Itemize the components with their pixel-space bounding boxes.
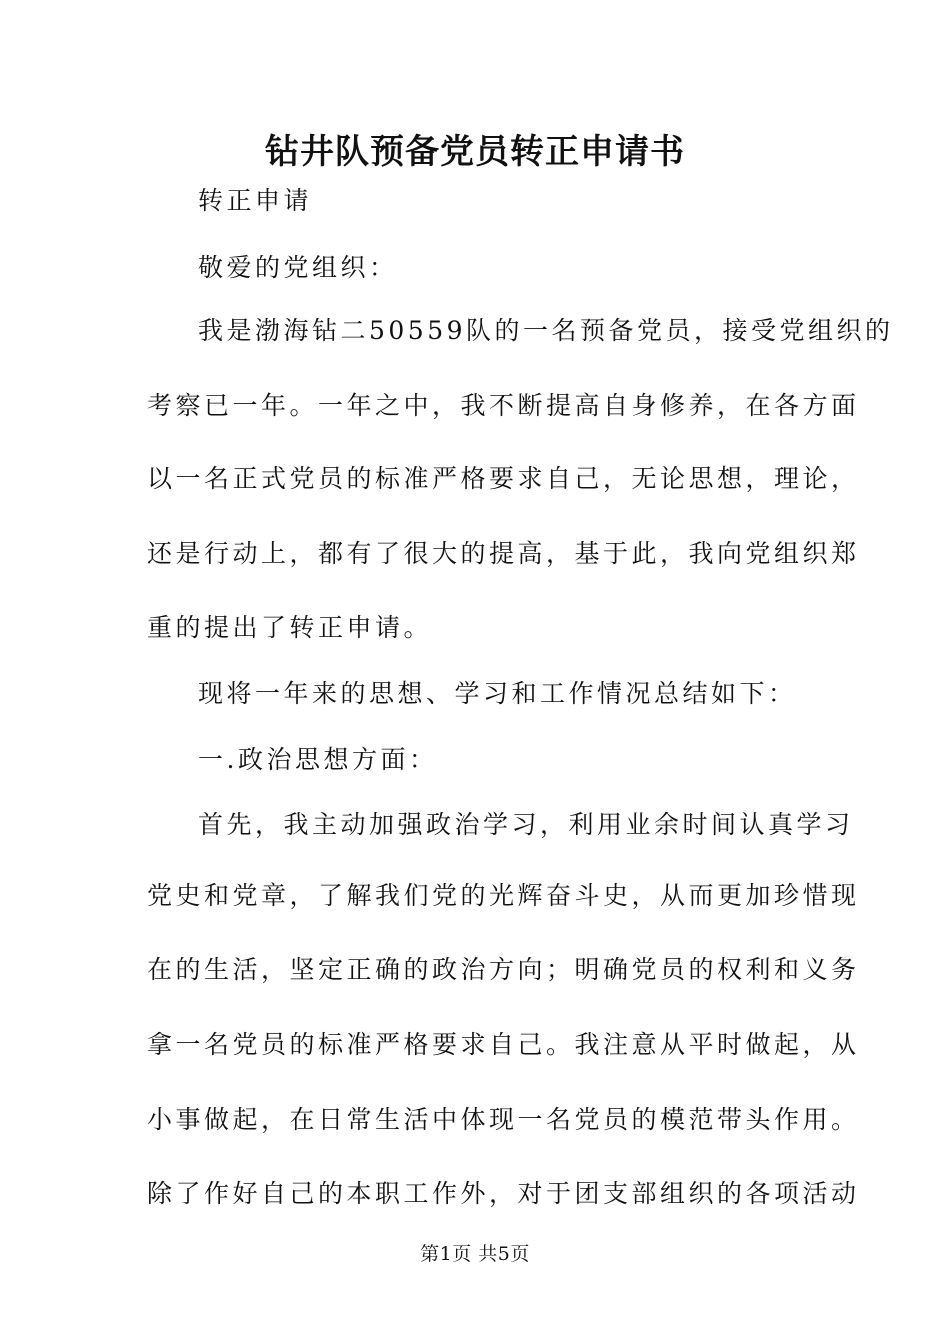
body-line: 以一名正式党员的标准严格要求自己，无论思想，理论， <box>147 464 860 493</box>
body-line: 还是行动上，都有了很大的提高，基于此，我向党组织郑 <box>147 539 860 568</box>
body-line: 小事做起，在日常生活中体现一名党员的模范带头作用。 <box>147 1105 860 1134</box>
body-line: 除了作好自己的本职工作外，对于团支部组织的各项活动 <box>147 1179 860 1208</box>
salutation-heading: 转正申请 <box>198 186 313 215</box>
body-line: 党史和党章，了解我们党的光辉奋斗史，从而更加珍惜现 <box>147 881 860 910</box>
document-title: 钻井队预备党员转正申请书 <box>265 132 685 172</box>
section-heading: 一.政治思想方面： <box>198 745 438 774</box>
body-line: 重的提出了转正申请。 <box>147 613 433 642</box>
salutation: 敬爱的党组织： <box>198 253 398 282</box>
body-line: 现将一年来的思想、学习和工作情况总结如下： <box>198 679 797 708</box>
body-line: 考察已一年。一年之中，我不断提高自身修养，在各方面 <box>147 391 860 420</box>
page-number-footer: 第1页 共5页 <box>420 1243 530 1265</box>
body-line: 在的生活，坚定正确的政治方向；明确党员的权利和义务 <box>147 955 860 984</box>
body-line: 我是渤海钻二50559队的一名预备党员，接受党组织的 <box>198 316 894 345</box>
body-line: 拿一名党员的标准严格要求自己。我注意从平时做起，从 <box>147 1030 860 1059</box>
body-line: 首先，我主动加强政治学习，利用业余时间认真学习 <box>198 810 854 839</box>
